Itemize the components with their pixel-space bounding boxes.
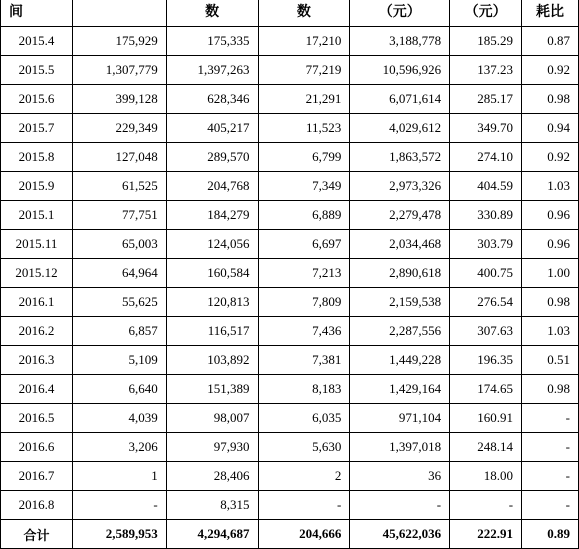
header-cell-4: （元） bbox=[350, 0, 450, 27]
table-cell: 196.35 bbox=[450, 346, 522, 375]
table-cell: 184,279 bbox=[166, 201, 258, 230]
table-cell: - bbox=[522, 433, 579, 462]
table-row bbox=[1, 346, 579, 375]
table-row bbox=[1, 317, 579, 346]
table-cell: 11,523 bbox=[258, 114, 350, 143]
table-cell: 77,219 bbox=[258, 56, 350, 85]
header-row bbox=[1, 0, 579, 27]
table-cell: 28,406 bbox=[166, 462, 258, 491]
table-cell: 1,397,018 bbox=[350, 433, 450, 462]
table-cell: 10,596,926 bbox=[350, 56, 450, 85]
table-cell: 6,035 bbox=[258, 404, 350, 433]
table-cell: 137.23 bbox=[450, 56, 522, 85]
period-cell: 2016.1 bbox=[1, 288, 73, 317]
period-cell: 2015.7 bbox=[1, 114, 73, 143]
header-cell-3: 数 bbox=[258, 0, 350, 27]
table-cell: 399,128 bbox=[72, 85, 166, 114]
table-cell: 0.98 bbox=[522, 288, 579, 317]
table-cell: 8,315 bbox=[166, 491, 258, 520]
table-cell: - bbox=[72, 491, 166, 520]
table-cell: 7,213 bbox=[258, 259, 350, 288]
table-cell: 405,217 bbox=[166, 114, 258, 143]
table-cell: 1.03 bbox=[522, 172, 579, 201]
table-cell: 1 bbox=[72, 462, 166, 491]
table-cell: - bbox=[450, 491, 522, 520]
period-cell: 2016.7 bbox=[1, 462, 73, 491]
table-cell: 160,584 bbox=[166, 259, 258, 288]
header-cell-ratio: 耗比 bbox=[522, 0, 579, 27]
table-cell: 174.65 bbox=[450, 375, 522, 404]
period-cell: 2016.5 bbox=[1, 404, 73, 433]
table-cell: 160.91 bbox=[450, 404, 522, 433]
table-cell: 55,625 bbox=[72, 288, 166, 317]
table-cell: 151,389 bbox=[166, 375, 258, 404]
table-cell: 229,349 bbox=[72, 114, 166, 143]
table-row bbox=[1, 143, 579, 172]
table-cell: 120,813 bbox=[166, 288, 258, 317]
table-cell: 971,104 bbox=[350, 404, 450, 433]
header-cell-period: 间 bbox=[1, 0, 73, 27]
table-cell: 0.96 bbox=[522, 201, 579, 230]
table-cell: 4,039 bbox=[72, 404, 166, 433]
table-cell: 175,335 bbox=[166, 27, 258, 56]
table-cell: - bbox=[522, 404, 579, 433]
table-cell: 6,071,614 bbox=[350, 85, 450, 114]
table-row bbox=[1, 85, 579, 114]
table-cell: 2,890,618 bbox=[350, 259, 450, 288]
table-cell: 5,630 bbox=[258, 433, 350, 462]
table-cell: 18.00 bbox=[450, 462, 522, 491]
table-cell: 98,007 bbox=[166, 404, 258, 433]
table-row bbox=[1, 201, 579, 230]
table-cell: 2,279,478 bbox=[350, 201, 450, 230]
table-body bbox=[1, 27, 579, 520]
period-cell: 2015.5 bbox=[1, 56, 73, 85]
table-cell: 276.54 bbox=[450, 288, 522, 317]
table-cell: 1,397,263 bbox=[166, 56, 258, 85]
total-cell: 222.91 bbox=[450, 520, 522, 549]
total-cell: 4,294,687 bbox=[166, 520, 258, 549]
table-row bbox=[1, 56, 579, 85]
table-cell: 103,892 bbox=[166, 346, 258, 375]
period-cell: 2015.12 bbox=[1, 259, 73, 288]
table-cell: 6,889 bbox=[258, 201, 350, 230]
table-cell: 330.89 bbox=[450, 201, 522, 230]
period-cell: 2015.4 bbox=[1, 27, 73, 56]
table-row bbox=[1, 288, 579, 317]
table-row bbox=[1, 491, 579, 520]
period-cell: 2016.6 bbox=[1, 433, 73, 462]
table-cell: 349.70 bbox=[450, 114, 522, 143]
period-cell: 2015.8 bbox=[1, 143, 73, 172]
table-cell: 404.59 bbox=[450, 172, 522, 201]
period-cell: 2016.4 bbox=[1, 375, 73, 404]
table-cell: 5,109 bbox=[72, 346, 166, 375]
table-cell: 65,003 bbox=[72, 230, 166, 259]
table-cell: 4,029,612 bbox=[350, 114, 450, 143]
table-cell: 3,188,778 bbox=[350, 27, 450, 56]
table-cell: 400.75 bbox=[450, 259, 522, 288]
table-cell: - bbox=[350, 491, 450, 520]
table-cell: 0.94 bbox=[522, 114, 579, 143]
table-cell: 127,048 bbox=[72, 143, 166, 172]
table-cell: 8,183 bbox=[258, 375, 350, 404]
table-cell: 61,525 bbox=[72, 172, 166, 201]
table-row bbox=[1, 462, 579, 491]
total-row bbox=[1, 520, 579, 549]
table-cell: 2,034,468 bbox=[350, 230, 450, 259]
period-cell: 2016.8 bbox=[1, 491, 73, 520]
total-label: 合计 bbox=[1, 520, 73, 549]
table-cell: 2,973,326 bbox=[350, 172, 450, 201]
table-cell: 0.98 bbox=[522, 375, 579, 404]
table-row bbox=[1, 404, 579, 433]
table-cell: 36 bbox=[350, 462, 450, 491]
table-cell: 6,799 bbox=[258, 143, 350, 172]
table-cell: 6,697 bbox=[258, 230, 350, 259]
period-cell: 2016.2 bbox=[1, 317, 73, 346]
table-cell: 307.63 bbox=[450, 317, 522, 346]
table-cell: 0.98 bbox=[522, 85, 579, 114]
table-cell: 6,857 bbox=[72, 317, 166, 346]
table-cell: 1,429,164 bbox=[350, 375, 450, 404]
table-cell: 0.92 bbox=[522, 56, 579, 85]
table-cell: 1,863,572 bbox=[350, 143, 450, 172]
period-cell: 2015.6 bbox=[1, 85, 73, 114]
table-cell: 1,449,228 bbox=[350, 346, 450, 375]
total-cell: 45,622,036 bbox=[350, 520, 450, 549]
table-cell: 97,930 bbox=[166, 433, 258, 462]
table-row bbox=[1, 259, 579, 288]
table-cell: 185.29 bbox=[450, 27, 522, 56]
table-cell: - bbox=[522, 462, 579, 491]
table-cell: 285.17 bbox=[450, 85, 522, 114]
table-cell: 1,307,779 bbox=[72, 56, 166, 85]
table-row bbox=[1, 433, 579, 462]
period-cell: 2015.1 bbox=[1, 201, 73, 230]
table-cell: 204,768 bbox=[166, 172, 258, 201]
header-cell-2: 数 bbox=[166, 0, 258, 27]
table-row bbox=[1, 27, 579, 56]
table-row bbox=[1, 230, 579, 259]
table-cell: 7,809 bbox=[258, 288, 350, 317]
table-cell: 0.51 bbox=[522, 346, 579, 375]
table-row bbox=[1, 375, 579, 404]
table-cell: 0.87 bbox=[522, 27, 579, 56]
table-cell: 175,929 bbox=[72, 27, 166, 56]
table-cell: 7,436 bbox=[258, 317, 350, 346]
table-cell: 3,206 bbox=[72, 433, 166, 462]
table-row bbox=[1, 172, 579, 201]
table-cell: 1.00 bbox=[522, 259, 579, 288]
table-cell: 2,159,538 bbox=[350, 288, 450, 317]
total-cell: 2,589,953 bbox=[72, 520, 166, 549]
table-cell: 116,517 bbox=[166, 317, 258, 346]
table-cell: 0.92 bbox=[522, 143, 579, 172]
table-cell: 1.03 bbox=[522, 317, 579, 346]
table-cell: 7,381 bbox=[258, 346, 350, 375]
total-cell: 204,666 bbox=[258, 520, 350, 549]
table-cell: 248.14 bbox=[450, 433, 522, 462]
table-cell: - bbox=[522, 491, 579, 520]
table-cell: 64,964 bbox=[72, 259, 166, 288]
table-cell: 17,210 bbox=[258, 27, 350, 56]
table-cell: 6,640 bbox=[72, 375, 166, 404]
table-row bbox=[1, 114, 579, 143]
table-cell: 289,570 bbox=[166, 143, 258, 172]
header-cell-1 bbox=[72, 0, 166, 27]
period-cell: 2016.3 bbox=[1, 346, 73, 375]
header-cell-5: （元） bbox=[450, 0, 522, 27]
table-cell: 274.10 bbox=[450, 143, 522, 172]
table-cell: 628,346 bbox=[166, 85, 258, 114]
total-cell: 0.89 bbox=[522, 520, 579, 549]
period-cell: 2015.11 bbox=[1, 230, 73, 259]
table-cell: 0.96 bbox=[522, 230, 579, 259]
table-cell: 77,751 bbox=[72, 201, 166, 230]
table-cell: 124,056 bbox=[166, 230, 258, 259]
table-cell: 2 bbox=[258, 462, 350, 491]
table-cell: 303.79 bbox=[450, 230, 522, 259]
table-cell: 21,291 bbox=[258, 85, 350, 114]
table-cell: - bbox=[258, 491, 350, 520]
table-cell: 2,287,556 bbox=[350, 317, 450, 346]
table-cell: 7,349 bbox=[258, 172, 350, 201]
period-cell: 2015.9 bbox=[1, 172, 73, 201]
